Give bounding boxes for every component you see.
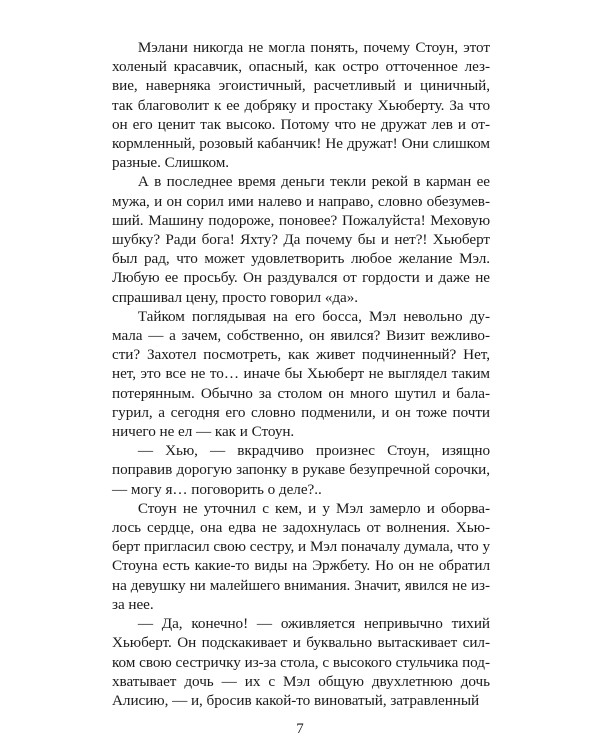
paragraph-5: Стоун не уточнил с кем, и у Мэл замерло и оборвалось сердце, она едва не задохнулась от волнения. Хьюберт пригласил свою сестру, и Мэл поначалу думала, что у Стоуна есть какие-то виды на Эржбету. Но он не обратил на девушку ни малейшего внимания. Значит, явился не из-за нее.	[112, 499, 490, 613]
paragraph-4: — Хью, — вкрадчиво произнес Стоун, изящно поправив дорогую запонку в рукаве безупречной сорочки, — могу я… поговорить о деле?..	[112, 442, 490, 498]
book-page-text	[112, 38, 490, 710]
paragraph-6: — Да, конечно! — оживляется непривычно тихий Хьюберт. Он подскакивает и буквально вытаскивает силком свою сестричку из-за стола, с высокого стульчика подхватывает дочь — их с Мэл общую двухлетнюю дочь Алисию, — и, бросив какой-то виноватый, затравленный	[112, 615, 490, 709]
paragraph-1: Мэлани никогда не могла понять, почему Стоун, этот холеный красавчик, опасный, как остро отточенное лезвие, наверняка эгоистичный, расчетливый и циничный, так благоволит к ее добряку и простаку Хьюберту. За что он его ценит так высоко. Потому что не дружат лев и откормленный, розовый кабанчик! Не дружат! Они слишком разные. Слишком.	[112, 39, 490, 172]
paragraph-3: Тайком поглядывая на его босса, Мэл невольно думала — а зачем, собственно, он явился? Визит вежливости? Захотел посмотреть, как живет подчиненный? Нет, нет, это все не то… иначе бы Хьюберт не выглядел таким потерянным. Обычно за столом он много шутил и балагурил, а сегодня его словно подменили, и он тоже почти ничего не ел — как и Стоун.	[112, 307, 490, 441]
paragraph-2: А в последнее время деньги текли рекой в карман ее мужа, и он сорил ими налево и направо, словно обезумевший. Машину подороже, поновее? Пожалуйста! Меховую шубку? Ради бога! Яхту? Да почему бы и нет?! Хьюберт был рад, что может удовлетворить любое желание Мэл. Любую ее просьбу. Он раздувался от гордости и даже не спрашивал цену, просто говорил «да».	[112, 173, 490, 306]
page-number: 7	[296, 721, 304, 737]
